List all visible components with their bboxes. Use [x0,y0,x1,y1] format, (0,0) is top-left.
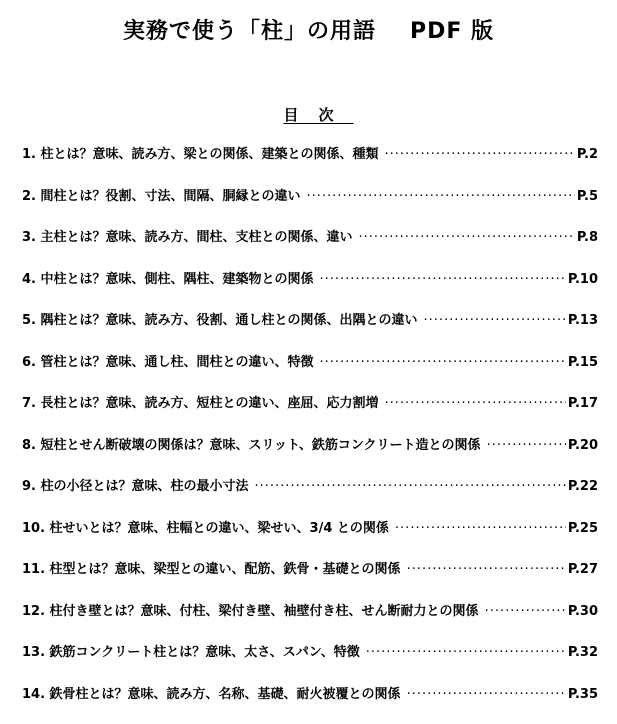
toc-entry[interactable] [22,351,598,393]
toc-entry-page: P.13 [568,313,598,328]
toc-entry-page: P.5 [577,189,598,204]
document-title [0,14,617,45]
toc-leader-dots [487,438,566,453]
toc-entry-label: 9. 柱の小径とは？意味、柱の最小寸法 [22,475,249,494]
toc-leader-dots [424,313,566,328]
toc-entry-page: P.35 [568,687,598,702]
toc-entry-page: P.15 [568,355,598,370]
toc-leader-dots [366,645,566,660]
toc-entry[interactable] [22,309,598,351]
toc-entry[interactable] [22,641,598,683]
toc-entry[interactable] [22,434,598,476]
toc-leader-dots [359,230,575,245]
toc-entry[interactable] [22,683,598,724]
toc-leader-dots [385,147,575,162]
toc-entry-label: 1. 柱とは？意味、読み方、梁との関係、建築との関係、種類 [22,143,379,162]
toc-leader-dots [385,396,566,411]
toc-entry-label: 8. 短柱とせん断破壊の関係は？意味、スリット、鉄筋コンクリート造との関係 [22,434,481,453]
toc-entry-page: P.2 [577,147,598,162]
toc-entry-page: P.10 [568,272,598,287]
toc-entry-page: P.30 [568,604,598,619]
toc-heading-text: 目次 [263,106,353,124]
toc-entry-label: 4. 中柱とは？意味、側柱、隅柱、建築物との関係 [22,268,314,287]
table-of-contents [22,143,598,724]
toc-leader-dots [307,189,575,204]
toc-entry-page: P.32 [568,645,598,660]
toc-entry-page: P.22 [568,479,598,494]
toc-leader-dots [407,562,566,577]
toc-entry-label: 10. 柱せいとは？意味、柱幅との違い、梁せい、3/4 との関係 [22,517,389,536]
toc-entry-label: 7. 長柱とは？意味、読み方、短柱との違い、座屈、応力割増 [22,392,379,411]
document-title-suffix: PDF 版 [410,19,494,44]
toc-heading [0,104,617,125]
toc-entry-page: P.27 [568,562,598,577]
toc-entry-page: P.17 [568,396,598,411]
toc-entry-label: 3. 主柱とは？意味、読み方、間柱、支柱との関係、違い [22,226,353,245]
toc-entry-page: P.8 [577,230,598,245]
toc-entry[interactable] [22,392,598,434]
toc-entry[interactable] [22,143,598,185]
toc-entry-label: 6. 管柱とは？意味、通し柱、間柱との違い、特徴 [22,351,314,370]
toc-entry-label: 5. 隅柱とは？意味、読み方、役割、通し柱との関係、出隅との違い [22,309,418,328]
toc-entry[interactable] [22,268,598,310]
toc-entry-label: 2. 間柱とは？役割、寸法、間隔、胴縁との違い [22,185,301,204]
toc-entry-label: 13. 鉄筋コンクリート柱とは？意味、太さ、スパン、特徴 [22,641,360,660]
toc-entry[interactable] [22,226,598,268]
toc-entry[interactable] [22,475,598,517]
toc-leader-dots [395,521,566,536]
toc-entry[interactable] [22,558,598,600]
toc-entry[interactable] [22,517,598,559]
toc-entry-label: 12. 柱付き壁とは？意味、付柱、梁付き壁、袖壁付き柱、せん断耐力との関係 [22,600,479,619]
toc-entry[interactable] [22,185,598,227]
toc-entry-page: P.20 [568,438,598,453]
toc-leader-dots [485,604,566,619]
toc-leader-dots [320,272,566,287]
toc-leader-dots [320,355,566,370]
document-title-main: 実務で使う「柱」の用語 [123,19,376,44]
toc-entry-label: 14. 鉄骨柱とは？意味、読み方、名称、基礎、耐火被覆との関係 [22,683,401,702]
toc-entry[interactable] [22,600,598,642]
toc-leader-dots [407,687,566,702]
toc-leader-dots [255,479,566,494]
toc-entry-page: P.25 [568,521,598,536]
toc-entry-label: 11. 柱型とは？意味、梁型との違い、配筋、鉄骨・基礎との関係 [22,558,401,577]
